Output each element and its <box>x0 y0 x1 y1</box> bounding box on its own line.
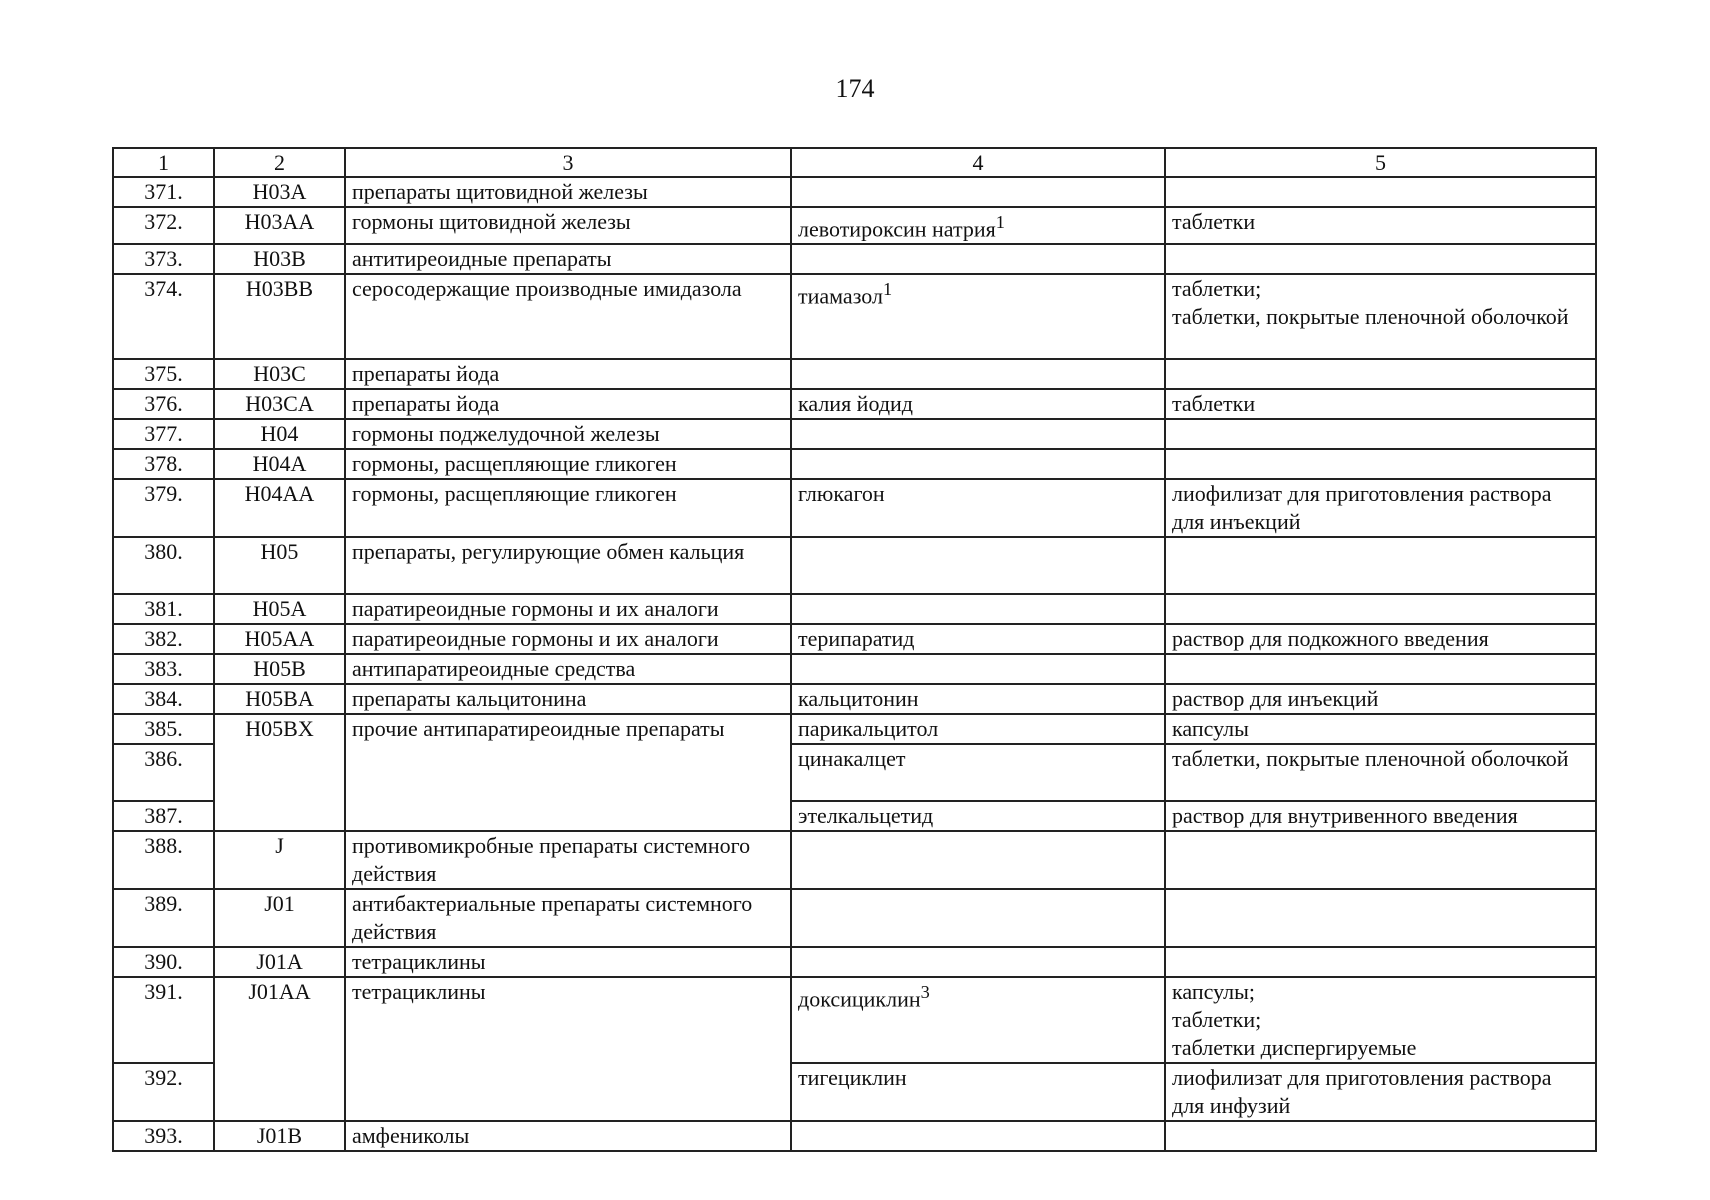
row-number: 377. <box>113 419 214 449</box>
atc-description: прочие антипаратиреоидные препараты <box>345 714 791 831</box>
drug-name: кальцитонин <box>791 684 1165 714</box>
drug-name <box>791 831 1165 889</box>
table-row <box>113 889 1596 947</box>
footnote-marker: 3 <box>920 982 930 1003</box>
table-row <box>113 274 1596 359</box>
row-number: 385. <box>113 714 214 744</box>
atc-description: препараты йода <box>345 389 791 419</box>
atc-code: H03BB <box>214 274 345 359</box>
atc-code: H04 <box>214 419 345 449</box>
table-row <box>113 389 1596 419</box>
atc-code: J01 <box>214 889 345 947</box>
atc-description: антибактериальные препараты системного действия <box>345 889 791 947</box>
dosage-form <box>1165 594 1596 624</box>
drug-name <box>791 419 1165 449</box>
medicines-table <box>112 147 1597 1152</box>
table-row <box>113 359 1596 389</box>
row-number: 379. <box>113 479 214 537</box>
row-number: 376. <box>113 389 214 419</box>
table-row <box>113 684 1596 714</box>
row-number: 387. <box>113 801 214 831</box>
table-row <box>113 177 1596 207</box>
atc-code: H03A <box>214 177 345 207</box>
table-row <box>113 1121 1596 1151</box>
dosage-form: лиофилизат для приготовления раствора для инъекций <box>1165 479 1596 537</box>
dosage-form <box>1165 244 1596 274</box>
drug-name <box>791 1121 1165 1151</box>
footnote-marker: 1 <box>995 212 1005 232</box>
atc-description: гормоны щитовидной железы <box>345 207 791 244</box>
table-row <box>113 419 1596 449</box>
table-row <box>113 449 1596 479</box>
table-row <box>113 714 1596 744</box>
dosage-form: таблетки; таблетки, покрытые пленочной оболочкой <box>1165 274 1596 359</box>
drug-name <box>791 207 1165 244</box>
atc-code: J <box>214 831 345 889</box>
dosage-form: раствор для подкожного введения <box>1165 624 1596 654</box>
dosage-form <box>1165 537 1596 594</box>
header-col-5: 5 <box>1165 148 1596 177</box>
table-row <box>113 207 1596 244</box>
header-row <box>113 148 1596 177</box>
drug-name <box>791 177 1165 207</box>
dosage-form <box>1165 359 1596 389</box>
page-number: 174 <box>835 74 875 103</box>
row-number: 381. <box>113 594 214 624</box>
drug-name <box>791 274 1165 359</box>
atc-code: H05BA <box>214 684 345 714</box>
drug-name-text: доксициклин <box>798 986 921 1012</box>
header-col-3: 3 <box>345 148 791 177</box>
dosage-form: таблетки <box>1165 389 1596 419</box>
dosage-form <box>1165 831 1596 889</box>
atc-description: паратиреоидные гормоны и их аналоги <box>345 594 791 624</box>
drug-name: этелкальцетид <box>791 801 1165 831</box>
drug-name: глюкагон <box>791 479 1165 537</box>
atc-description: амфениколы <box>345 1121 791 1151</box>
atc-description: тетрациклины <box>345 977 791 1121</box>
row-number: 380. <box>113 537 214 594</box>
row-number: 383. <box>113 654 214 684</box>
row-number: 374. <box>113 274 214 359</box>
atc-description: препараты кальцитонина <box>345 684 791 714</box>
atc-description: антитиреоидные препараты <box>345 244 791 274</box>
atc-description: препараты щитовидной железы <box>345 177 791 207</box>
drug-name: терипаратид <box>791 624 1165 654</box>
table-row <box>113 977 1596 1063</box>
drug-name: парикальцитол <box>791 714 1165 744</box>
atc-description: тетрациклины <box>345 947 791 977</box>
drug-name: тигециклин <box>791 1063 1165 1121</box>
dosage-form: лиофилизат для приготовления раствора для инфузий <box>1165 1063 1596 1121</box>
table-row <box>113 624 1596 654</box>
atc-code: H04AA <box>214 479 345 537</box>
atc-code: H05AA <box>214 624 345 654</box>
row-number: 390. <box>113 947 214 977</box>
dosage-form <box>1165 449 1596 479</box>
dosage-form: капсулы; таблетки; таблетки диспергируемые <box>1165 977 1596 1063</box>
row-number: 391. <box>113 977 214 1063</box>
row-number: 375. <box>113 359 214 389</box>
drug-name-text: тиамазол <box>798 283 883 309</box>
row-number: 373. <box>113 244 214 274</box>
atc-description: препараты йода <box>345 359 791 389</box>
atc-code: J01B <box>214 1121 345 1151</box>
dosage-form <box>1165 947 1596 977</box>
atc-code: H05B <box>214 654 345 684</box>
atc-code: H03B <box>214 244 345 274</box>
atc-code: H03C <box>214 359 345 389</box>
dosage-form: раствор для инъекций <box>1165 684 1596 714</box>
atc-description: антипаратиреоидные средства <box>345 654 791 684</box>
atc-code: H05 <box>214 537 345 594</box>
row-number: 378. <box>113 449 214 479</box>
dosage-form <box>1165 1121 1596 1151</box>
table-row <box>113 244 1596 274</box>
atc-description: противомикробные препараты системного действия <box>345 831 791 889</box>
drug-name <box>791 449 1165 479</box>
drug-name <box>791 244 1165 274</box>
dosage-form <box>1165 654 1596 684</box>
drug-name <box>791 889 1165 947</box>
row-number: 386. <box>113 744 214 801</box>
dosage-form <box>1165 889 1596 947</box>
footnote-marker: 1 <box>882 279 893 300</box>
drug-name <box>791 947 1165 977</box>
header-col-2: 2 <box>214 148 345 177</box>
atc-code: H03AA <box>214 207 345 244</box>
row-number: 372. <box>113 207 214 244</box>
atc-code: J01AA <box>214 977 345 1121</box>
atc-description: паратиреоидные гормоны и их аналоги <box>345 624 791 654</box>
atc-code: H04A <box>214 449 345 479</box>
drug-name <box>791 359 1165 389</box>
dosage-form: таблетки <box>1165 207 1596 244</box>
row-number: 384. <box>113 684 214 714</box>
row-number: 382. <box>113 624 214 654</box>
dosage-form: таблетки, покрытые пленочной оболочкой <box>1165 744 1596 801</box>
row-number: 371. <box>113 177 214 207</box>
drug-name: калия йодид <box>791 389 1165 419</box>
dosage-form <box>1165 419 1596 449</box>
drug-name: цинакалцет <box>791 744 1165 801</box>
dosage-form: капсулы <box>1165 714 1596 744</box>
drug-name <box>791 977 1165 1063</box>
atc-description: гормоны, расщепляющие гликоген <box>345 449 791 479</box>
atc-code: H05A <box>214 594 345 624</box>
row-number: 389. <box>113 889 214 947</box>
table-row <box>113 479 1596 537</box>
header-col-1: 1 <box>113 148 214 177</box>
atc-description: серосодержащие производные имидазола <box>345 274 791 359</box>
atc-description: гормоны поджелудочной железы <box>345 419 791 449</box>
table-row <box>113 654 1596 684</box>
dosage-form <box>1165 177 1596 207</box>
drug-name-text: левотироксин натрия <box>798 216 996 242</box>
table-row <box>113 947 1596 977</box>
drug-name <box>791 537 1165 594</box>
table-row <box>113 831 1596 889</box>
drug-name <box>791 654 1165 684</box>
atc-code: H03CA <box>214 389 345 419</box>
table-row <box>113 594 1596 624</box>
row-number: 388. <box>113 831 214 889</box>
header-col-4: 4 <box>791 148 1165 177</box>
row-number: 392. <box>113 1063 214 1121</box>
table-row <box>113 537 1596 594</box>
dosage-form: раствор для внутривенного введения <box>1165 801 1596 831</box>
row-number: 393. <box>113 1121 214 1151</box>
atc-description: гормоны, расщепляющие гликоген <box>345 479 791 537</box>
atc-description: препараты, регулирующие обмен кальция <box>345 537 791 594</box>
atc-code: H05BX <box>214 714 345 831</box>
atc-code: J01A <box>214 947 345 977</box>
drug-name <box>791 594 1165 624</box>
